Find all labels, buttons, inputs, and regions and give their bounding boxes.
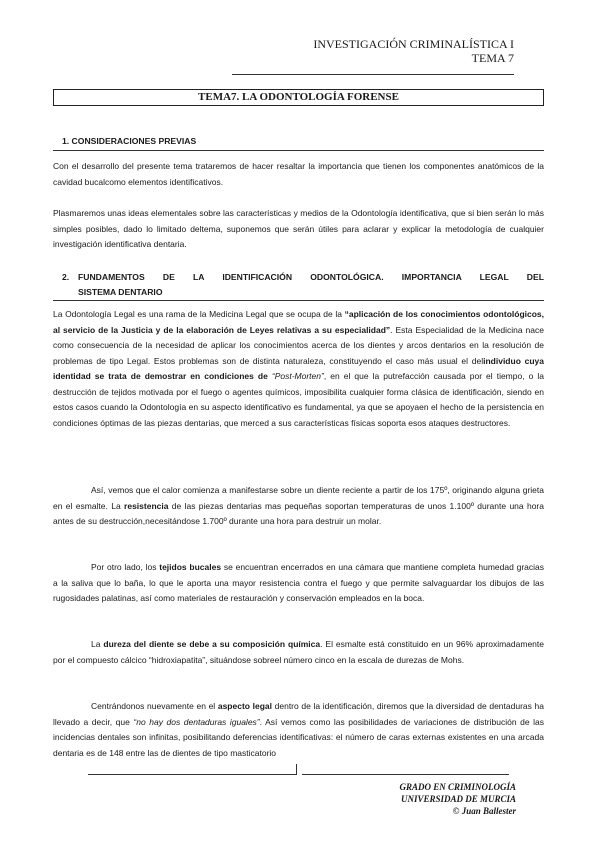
text-run: dentro de la identificación, diremos que la diversidad de dentaduras ha llevado a decir, que xyxy=(53,701,544,727)
section-2-heading-line-2: SISTEMA DENTARIO xyxy=(78,287,163,297)
footer-rule-divider xyxy=(296,764,297,775)
bold-run: individuo cuya identidad se trata de demostrar en condiciones de xyxy=(53,355,544,381)
text-run: Por otro lado, los xyxy=(91,562,160,572)
section-2-paragraph-2 xyxy=(53,483,544,530)
text-run: La xyxy=(91,639,104,649)
header-rule xyxy=(232,74,514,75)
section-1-paragraph-1: Con el desarrollo del presente tema trataremos de hacer resaltar la importancia que tienen los componentes anatómicos de la cavidad bucalcomo elementos identificativos. xyxy=(53,161,544,187)
header-topic: TEMA 7 xyxy=(471,51,514,65)
section-2-heading-number: 2. xyxy=(62,272,70,282)
header-course: INVESTIGACIÓN CRIMINALÍSTICA I xyxy=(313,37,514,51)
bold-term: tejidos bucales xyxy=(159,562,222,572)
page-title: TEMA7. LA ODONTOLOGÍA FORENSE xyxy=(53,89,544,106)
footer-university: UNIVERSIDAD DE MURCIA xyxy=(400,794,516,804)
section-2-paragraph-5 xyxy=(53,699,544,761)
text-run: Así, vemos que el calor comienza a manifestarse sobre un diente reciente a partir de los 175º, originando alguna grieta en el esmalte. La xyxy=(53,485,544,511)
italic-term: “Post-Morten” xyxy=(271,371,324,381)
footer-rule-left xyxy=(88,774,296,775)
italic-quote: “no hay dos dentaduras iguales” xyxy=(133,716,260,727)
text-run: La Odontología Legal es una rama de la Medicina Legal que se ocupa de la xyxy=(53,309,345,319)
bold-quote: “aplicación de los conocimientos odontológicos, al servicio de la Justicia y de la elaboración de Leyes relativas a su especialidad” xyxy=(53,309,545,335)
section-2-heading-line-1: FUNDAMENTOS DE LA IDENTIFICACIÓN ODONTOLÓGICA. IMPORTANCIA LEGAL DEL xyxy=(78,272,544,282)
section-2-paragraph-1 xyxy=(53,307,544,431)
footer-rule-right xyxy=(302,774,509,775)
section-1-heading: 1. CONSIDERACIONES PREVIAS xyxy=(62,136,197,146)
text-run: . Esta Especialidad de la Medicina nace como consecuencia de la necesidad de aplicar los conocimientos acerca de los dientes y arcos dentarios en la resolución de problemas de tipo Legal. Estos problemas son de distinta naturaleza, constituyendo el caso más usual el del xyxy=(53,324,544,366)
section-2-rule xyxy=(53,300,544,301)
bold-term: aspecto legal xyxy=(217,701,272,711)
text-run: Centrándonos nuevamente en el xyxy=(91,701,218,711)
bold-term: dureza del diente se debe a su composición química xyxy=(103,639,321,649)
footer-degree: GRADO EN CRIMINOLOGÍA xyxy=(399,782,516,792)
section-2-paragraph-3 xyxy=(53,560,544,607)
section-1-rule xyxy=(53,150,544,151)
footer-author: © Juan Ballester xyxy=(452,806,516,816)
text-run: . El esmalte está constituido en un 96% aproximadamente por el compuesto cálcico “hidroxiapatita”, situándose sobreel número cinco en la escala de durezas de Mohs. xyxy=(53,639,544,665)
text-run: de las piezas dentarias mas pequeñas soportan temperaturas de unos 1.100º durante una hora antes de su destrucción,necesitándose 1.700º durante una hora para destruir un molar. xyxy=(53,500,544,526)
section-2-paragraph-4 xyxy=(53,637,544,668)
text-run: . Así vemos como las posibilidades de variaciones de distribución de las incidencias dentales son infinitas, posibilitando deferencias identificativas: el número de caras externas existentes en una arcada dentaria es de 148 entre las de dientes de tipo masticatorio xyxy=(53,716,545,758)
bold-term: resistencia xyxy=(124,500,169,511)
text-run: , en el que la putrefacción causada por el tiempo, o la destrucción de tejidos motivada por el fuego o agentes químicos, imposibilita cualquier forma clásica de identificación, siendo en estos casos cuando la Odontología en su aspecto identificativo es fundamental, ya que se apoyaen el hecho de la persistencia en condiciones óptimas de las piezas dentarias, que merced a sus características físicas soporta esos ataques destructores. xyxy=(53,371,544,428)
text-run: se encuentran encerrados en una cámara que mantiene completa humedad gracias a la saliva que lo baña, lo que le aporta una mayor resistencia contra el fuego y que permite salvaguardar los dibujos de las rugosidades palatinas, así como materiales de restauración y conservación empleados en la boca. xyxy=(53,562,545,603)
section-1-paragraph-2: Plasmaremos unas ideas elementales sobre las características y medios de la Odontología identificativa, que si bien serán lo más simples posibles, dado lo limitado deltema, suponemos que serán útiles para aclarar y explicar la metodología de cualquier investigación identificativa dentaria. xyxy=(53,208,544,249)
